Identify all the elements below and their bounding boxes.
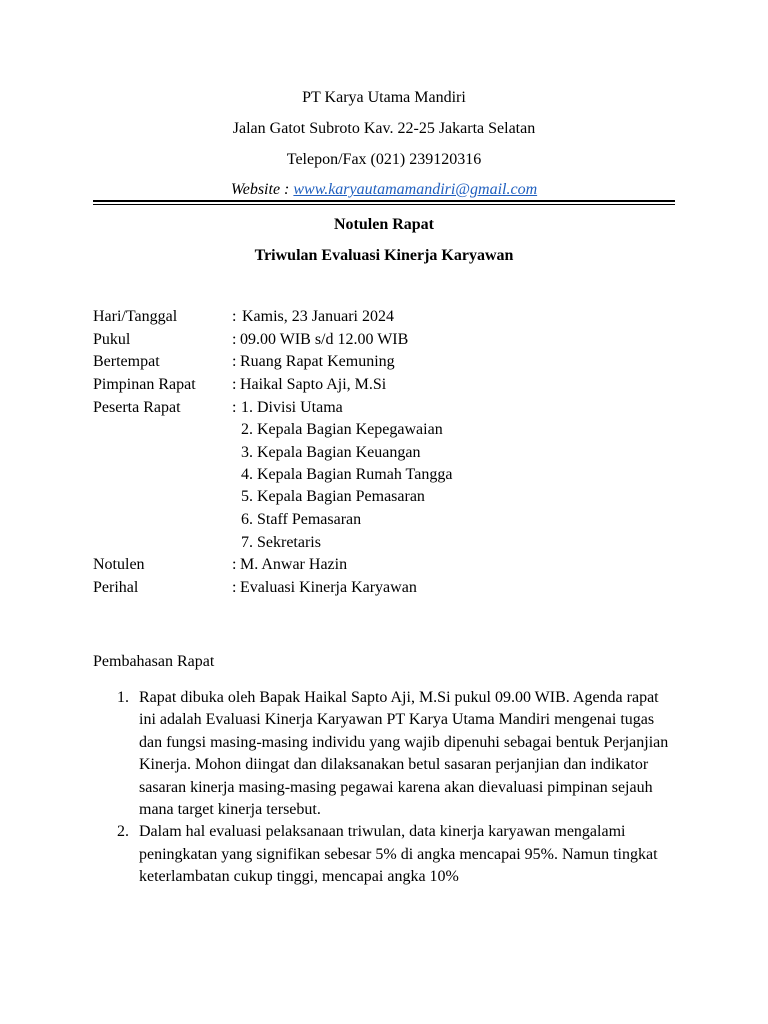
pukul-colon: : bbox=[232, 331, 237, 348]
pembahasan-item-text: Rapat dibuka oleh Bapak Haikal Sapto Aji, M.Si pukul 09.00 WIB. Agenda rapat ini adalah Evaluasi Kinerja Karyawan PT Karya Utama Mandiri mengenai tugas dan fungsi masing-masing individu yang wajib dipenuhi sebagai bentuk Perjanjian Kinerja. Mohon diingat dan dilaksanakan betul sasaran perjanjian dan indikator sasaran kinerja masing-masing pegawai karena akan dievaluasi pimpinan sejauh mana target kinerja tersebut. bbox=[139, 689, 669, 819]
website-link[interactable]: www.karyautamamandiri@gmail.com bbox=[293, 181, 538, 198]
hari-value: Kamis, 23 Januari 2024 bbox=[242, 308, 394, 325]
pembahasan-item-number: 2. bbox=[117, 823, 129, 841]
peserta-item: 4. Kepala Bagian Rumah Tangga bbox=[241, 466, 453, 483]
peserta-item: 2. Kepala Bagian Kepegawaian bbox=[241, 421, 443, 438]
company-phone: Telepon/Fax (021) 239120316 bbox=[286, 151, 482, 168]
pimpinan-colon: : bbox=[232, 376, 237, 393]
peserta-item: 7. Sekretaris bbox=[241, 534, 321, 551]
pukul-value: 09.00 WIB s/d 12.00 WIB bbox=[240, 331, 409, 348]
peserta-item: 1. Divisi Utama bbox=[241, 399, 343, 416]
peserta-item: 5. Kepala Bagian Pemasaran bbox=[241, 488, 425, 505]
hari-colon: : bbox=[232, 308, 237, 325]
notulen-label: Notulen bbox=[93, 556, 145, 573]
tempat-label: Bertempat bbox=[93, 353, 160, 370]
letterhead-rule-thick bbox=[93, 200, 675, 202]
pimpinan-label: Pimpinan Rapat bbox=[93, 376, 196, 393]
peserta-item: 6. Staff Pemasaran bbox=[241, 511, 362, 528]
hari-label: Hari/Tanggal bbox=[93, 308, 178, 325]
pukul-label: Pukul bbox=[93, 331, 131, 348]
tempat-value: Ruang Rapat Kemuning bbox=[240, 353, 395, 370]
company-website bbox=[0, 180, 768, 200]
perihal-label: Perihal bbox=[93, 579, 139, 596]
peserta-item: 3. Kepala Bagian Keuangan bbox=[241, 444, 421, 461]
perihal-colon: : bbox=[232, 579, 237, 596]
website-label: Website : bbox=[230, 181, 294, 198]
pimpinan-value: Haikal Sapto Aji, M.Si bbox=[240, 376, 387, 393]
peserta-colon: : bbox=[232, 399, 237, 416]
pembahasan-item bbox=[93, 821, 673, 888]
document-title: Notulen Rapat bbox=[333, 216, 434, 233]
pembahasan-heading: Pembahasan Rapat bbox=[93, 653, 215, 670]
pembahasan-list bbox=[93, 687, 673, 889]
perihal-value: Evaluasi Kinerja Karyawan bbox=[240, 579, 417, 596]
pembahasan-item-number: 1. bbox=[117, 689, 129, 706]
company-name: PT Karya Utama Mandiri bbox=[302, 89, 466, 106]
company-address: Jalan Gatot Subroto Kav. 22-25 Jakarta Selatan bbox=[232, 120, 536, 137]
notulen-colon: : bbox=[232, 556, 237, 573]
notulen-value: M. Anwar Hazin bbox=[240, 556, 348, 573]
peserta-label: Peserta Rapat bbox=[93, 399, 181, 416]
pembahasan-item bbox=[93, 687, 673, 821]
document-subtitle: Triwulan Evaluasi Kinerja Karyawan bbox=[254, 247, 514, 264]
pembahasan-item-text: Dalam hal evaluasi pelaksanaan triwulan, data kinerja karyawan mengalami peningkatan yang signifikan sebesar 5% di angka mencapai 95%. Namun tingkat keterlambatan cukup tinggi, mencapai angka 10% bbox=[139, 823, 658, 886]
tempat-colon: : bbox=[232, 353, 237, 370]
letterhead-rule-thin bbox=[93, 204, 675, 205]
